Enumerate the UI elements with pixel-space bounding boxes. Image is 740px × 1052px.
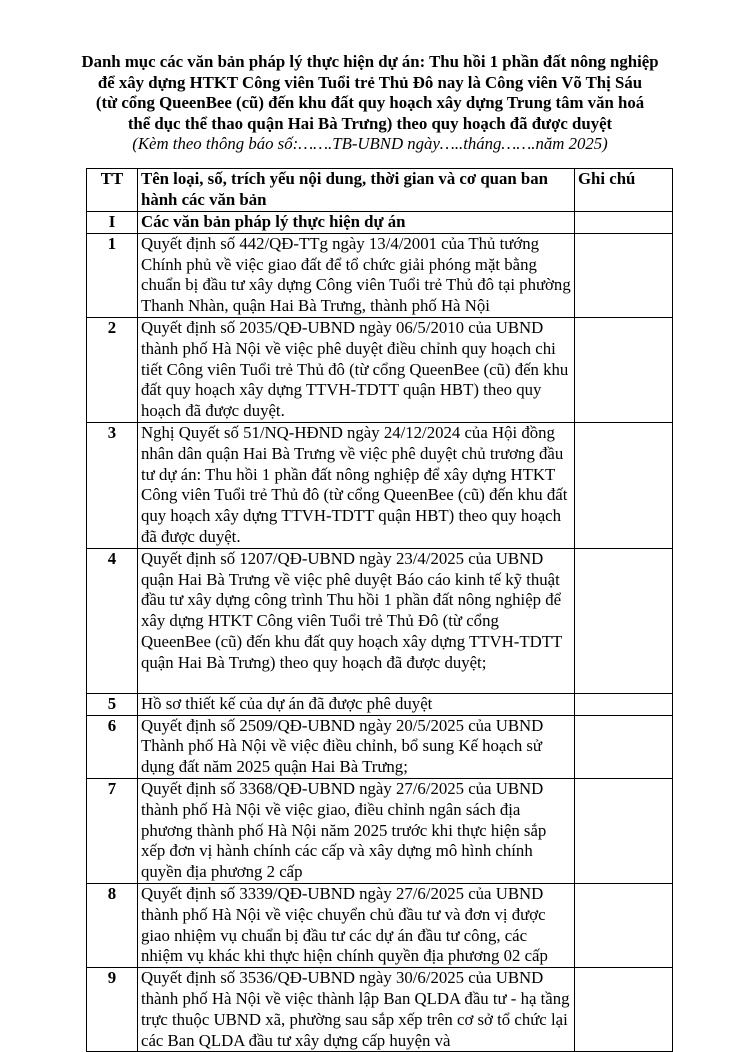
column-header-note: Ghi chú <box>575 169 673 212</box>
row-number: 1 <box>87 233 138 317</box>
document-title <box>40 52 700 155</box>
document-subtitle: (Kèm theo thông báo số:…….TB-UBND ngày…..tháng…….năm 2025) <box>132 134 608 154</box>
row-note <box>575 715 673 778</box>
column-header-tt: TT <box>87 169 138 212</box>
section-note <box>575 212 673 234</box>
row-number: 4 <box>87 548 138 693</box>
row-note <box>575 693 673 715</box>
row-content: Quyết định số 442/QĐ-TTg ngày 13/4/2001 của Thủ tướng Chính phủ về việc giao đất để tổ chức giải phóng mặt bằng chuẩn bị đầu tư xây dựng Công viên Tuổi trẻ Thủ đô tại phường Thanh Nhàn, quận Hai Bà Trưng, thành phố Hà Nội <box>138 233 575 317</box>
row-note <box>575 317 673 422</box>
row-note <box>575 233 673 317</box>
table-row <box>87 317 673 422</box>
table-row <box>87 883 673 967</box>
row-content: Quyết định số 2035/QĐ-UBND ngày 06/5/2010 của UBND thành phố Hà Nội về việc phê duyệt điều chỉnh quy hoạch chi tiết Công viên Tuổi trẻ Thủ đô (từ cổng QueenBee (cũ) đến khu đất quy hoạch xây dựng TTVH-TDTT quận HBT) theo quy hoạch đã được duyệt. <box>138 317 575 422</box>
row-number: 7 <box>87 778 138 883</box>
row-note <box>575 778 673 883</box>
row-content: Quyết định số 3339/QĐ-UBND ngày 27/6/2025 của UBND thành phố Hà Nội về việc chuyển chủ đầu tư và đơn vị được giao nhiệm vụ chuẩn bị đầu tư các dự án đầu tư công, các nhiệm vụ khác khi thực hiện chính quyền địa phương 02 cấp <box>138 883 575 967</box>
row-note <box>575 548 673 693</box>
row-number: 5 <box>87 693 138 715</box>
table-row <box>87 778 673 883</box>
row-content: Quyết định số 3368/QĐ-UBND ngày 27/6/2025 của UBND thành phố Hà Nội về việc giao, điều chỉnh ngân sách địa phương thành phố Hà Nội năm 2025 trước khi thực hiện sắp xếp đơn vị hành chính các cấp và xây dựng mô hình chính quyền địa phương 2 cấp <box>138 778 575 883</box>
row-number: 8 <box>87 883 138 967</box>
title-line: để xây dựng HTKT Công viên Tuổi trẻ Thủ Đô nay là Công viên Võ Thị Sáu <box>97 72 643 92</box>
section-label: Các văn bản pháp lý thực hiện dự án <box>138 212 575 234</box>
table-row <box>87 233 673 317</box>
row-content: Quyết định số 3536/QĐ-UBND ngày 30/6/2025 của UBND thành phố Hà Nội về việc thành lập Ban QLDA đầu tư - hạ tầng trực thuộc UBND xã, phường sau sắp xếp trên cơ sở tổ chức lại các Ban QLDA đầu tư xây dựng cấp huyện và <box>138 968 575 1052</box>
title-line: (từ cổng QueenBee (cũ) đến khu đất quy hoạch xây dựng Trung tâm văn hoá <box>95 93 645 113</box>
documents-table <box>86 168 673 1052</box>
row-number: 2 <box>87 317 138 422</box>
row-content: Hồ sơ thiết kế của dự án đã được phê duyệt <box>138 693 575 715</box>
table-row <box>87 968 673 1052</box>
row-number: 9 <box>87 968 138 1052</box>
table-row <box>87 548 673 693</box>
table-row <box>87 693 673 715</box>
row-content: Quyết định số 1207/QĐ-UBND ngày 23/4/2025 của UBND quận Hai Bà Trưng về việc phê duyệt Báo cáo kinh tế kỹ thuật đầu tư xây dựng công trình Thu hồi 1 phần đất nông nghiệp để xây dựng HTKT Công viên Tuổi trẻ Thủ Đô (từ cổng QueenBee (cũ) đến khu đất quy hoạch xây dựng TTVH-TDTT quận Hai Bà Trưng) theo quy hoạch đã được duyệt; <box>138 548 575 693</box>
title-line: thể dục thể thao quận Hai Bà Trưng) theo quy hoạch đã được duyệt <box>127 113 613 133</box>
row-number: 3 <box>87 422 138 548</box>
row-note <box>575 883 673 967</box>
section-index: I <box>87 212 138 234</box>
title-line: Danh mục các văn bản pháp lý thực hiện dự án: Thu hồi 1 phần đất nông nghiệp <box>81 52 659 71</box>
table-row <box>87 715 673 778</box>
row-content: Quyết định số 2509/QĐ-UBND ngày 20/5/2025 của UBND Thành phố Hà Nội về việc điều chỉnh, bổ sung Kế hoạch sử dụng đất năm 2025 quận Hai Bà Trưng; <box>138 715 575 778</box>
table-header-row <box>87 169 673 212</box>
row-content: Nghị Quyết số 51/NQ-HĐND ngày 24/12/2024 của Hội đồng nhân dân quận Hai Bà Trưng về việc phê duyệt chủ trương đầu tư dự án: Thu hồi 1 phần đất nông nghiệp để xây dựng HTKT Công viên Tuổi trẻ Thủ đô (từ cổng QueenBee (cũ) đến khu đất quy hoạch xây dựng TTVH-TDTT quận HBT) theo quy hoạch đã được duyệt. <box>138 422 575 548</box>
section-row <box>87 212 673 234</box>
row-note <box>575 422 673 548</box>
row-note <box>575 968 673 1052</box>
row-number: 6 <box>87 715 138 778</box>
column-header-content: Tên loại, số, trích yếu nội dung, thời gian và cơ quan ban hành các văn bản <box>138 169 575 212</box>
table-row <box>87 422 673 548</box>
